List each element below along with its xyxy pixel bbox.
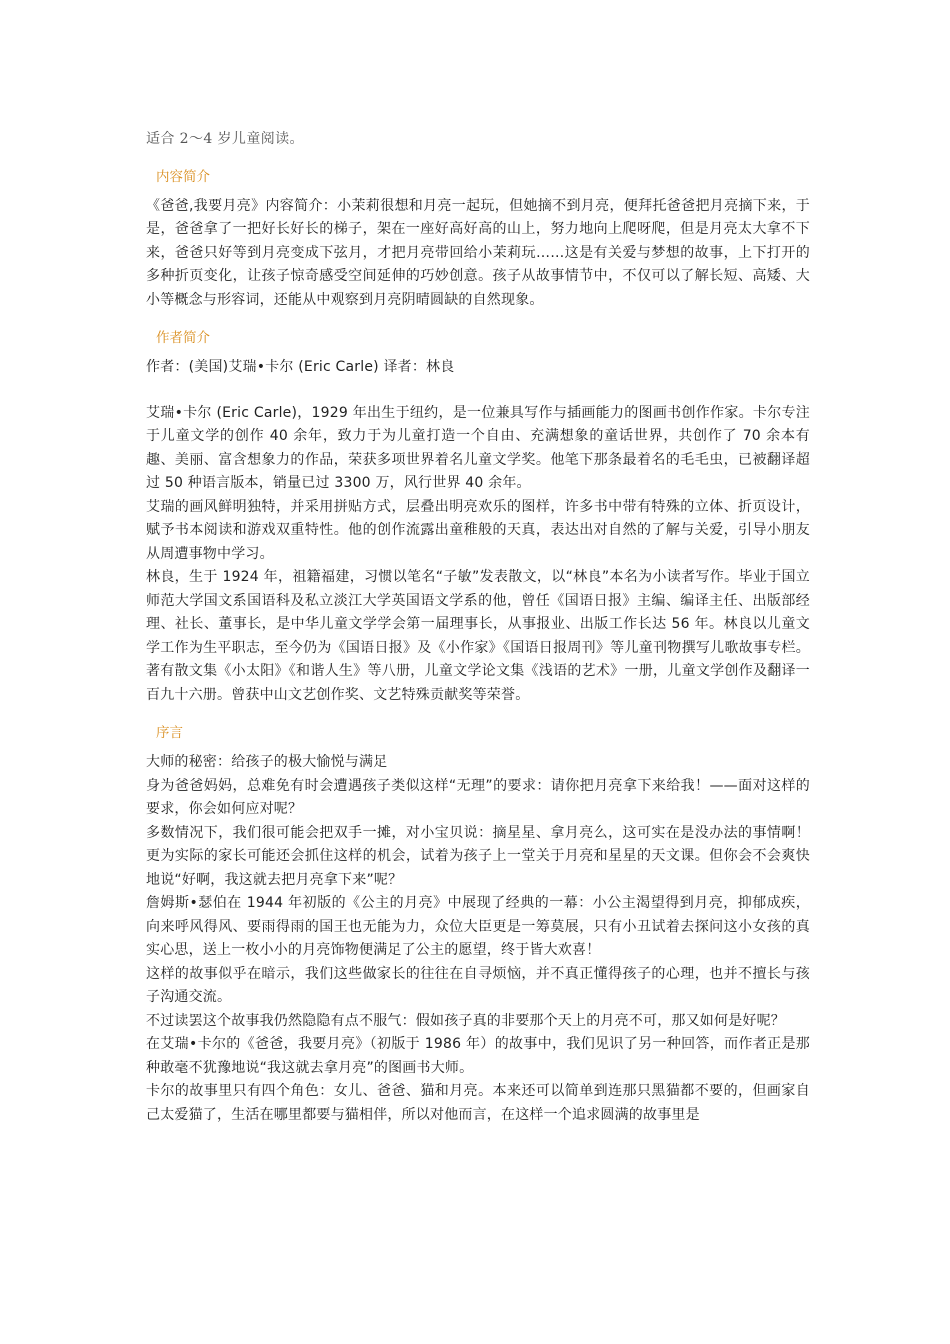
author-paragraph-linliang: 林良，生于 1924 年，祖籍福建，习惯以笔名“子敏”发表散文，以“林良”本名为小读者写作。毕业于国立师范大学国文系国语科及私立淡江大学英国语文学系的他，曾任《国语日报》主编、编译主任、出版部经理、社长、董事长，是中华儿童文学学会第一届理事长，从事报业、出版工作长达 56 年。林良以儿童文学工作为生平职志，至今仍为《国语日报》及《小作家》《国语日报周刊》等儿童刊物撰写儿歌故事专栏。著有散文集《小太阳》《和谐人生》等八册，儿童文学论文集《浅语的艺术》一册，儿童文学创作及翻译一百九十六册。曾获中山文艺创作奖、文艺特殊贡献奖等荣誉。: [146, 569, 810, 703]
preface-paragraph: 多数情况下，我们很可能会把双手一摊，对小宝贝说：摘星星、拿月亮么，这可实在是没办法的事情啊！更为实际的家长可能还会抓住这样的机会，试着为孩子上一堂关于月亮和星星的天文课。但你会不会爽快地说“好啊，我这就去把月亮拿下来”呢？: [146, 824, 810, 888]
author-heading: 作者简介: [156, 330, 210, 346]
preface-heading: 序言: [156, 725, 183, 741]
author-paragraph-carle: 艾瑞•卡尔 (Eric Carle)，1929 年出生于纽约，是一位兼具写作与插画能力的图画书创作作家。卡尔专注于儿童文学的创作 40 余年，致力于为儿童打造一个自由、充满想象的童话世界，共创作了 70 余本有趣、美丽、富含想象力的作品，荣获多项世界着名儿童文学奖。他笔下那条最着名的毛毛虫，已被翻译超过 50 种语言版本，销量已过 3300 万，风行世界 40 余年。: [146, 404, 810, 491]
preface-paragraph: 在艾瑞•卡尔的《爸爸，我要月亮》（初版于 1986 年）的故事中，我们见识了另一种回答，而作者正是那种敢毫不犹豫地说“我这就去拿月亮”的图画书大师。: [146, 1036, 810, 1076]
author-paragraph-style: 艾瑞的画风鲜明独特，并采用拼贴方式，层叠出明亮欢乐的图样，许多书中带有特殊的立体、折页设计，赋予书本阅读和游戏双重特性。他的创作流露出童稚般的天真，表达出对自然的了解与关爱，引导小朋友从周遭事物中学习。: [146, 498, 810, 562]
intro-line: 适合 2～4 岁儿童阅读。: [146, 131, 304, 147]
preface-paragraph: 这样的故事似乎在暗示，我们这些做家长的往往在自寻烦恼，并不真正懂得孩子的心理，也并不擅长与孩子沟通交流。: [146, 965, 810, 1005]
preface-title: 大师的秘密：给孩子的极大愉悦与满足: [146, 754, 388, 770]
content-heading: 内容简介: [156, 168, 210, 185]
author-byline: 作者：(美国)艾瑞•卡尔 (Eric Carle) 译者：林良: [146, 359, 455, 375]
preface-paragraph: 詹姆斯•瑟伯在 1944 年初版的《公主的月亮》中展现了经典的一幕：小公主渴望得到月亮，抑郁成疾，向来呼风得风、要雨得雨的国王也无能为力，众位大臣更是一筹莫展，只有小丑试着去探问这小女孩的真实心思，送上一枚小小的月亮饰物便满足了公主的愿望，终于皆大欢喜！: [146, 895, 810, 958]
preface-paragraph: 卡尔的故事里只有四个角色：女儿、爸爸、猫和月亮。本来还可以简单到连那只黑猫都不要的，但画家自己太爱猫了，生活在哪里都要与猫相伴，所以对他而言，在这样一个追求圆满的故事里是: [146, 1083, 810, 1123]
document-page: [146, 128, 810, 1127]
preface-paragraph: 身为爸爸妈妈，总难免有时会遭遇孩子类似这样“无理”的要求：请你把月亮拿下来给我！——面对这样的要求，你会如何应对呢？: [146, 777, 810, 817]
content-paragraph: 《爸爸,我要月亮》内容简介：小茉莉很想和月亮一起玩，但她摘不到月亮，便拜托爸爸把月亮摘下来，于是，爸爸拿了一把好长好长的梯子，架在一座好高好高的山上，努力地向上爬呀爬，但是月亮太大拿不下来，爸爸只好等到月亮变成下弦月，才把月亮带回给小茉莉玩……这是有关爱与梦想的故事，上下打开的多种折页变化，让孩子惊奇感受空间延伸的巧妙创意。孩子从故事情节中，不仅可以了解长短、高矮、大小等概念与形容词，还能从中观察到月亮阴晴圆缺的自然现象。: [146, 197, 810, 308]
preface-paragraph: 不过读罢这个故事我仍然隐隐有点不服气：假如孩子真的非要那个天上的月亮不可，那又如何是好呢？: [146, 1012, 785, 1029]
spacer: [146, 380, 810, 402]
